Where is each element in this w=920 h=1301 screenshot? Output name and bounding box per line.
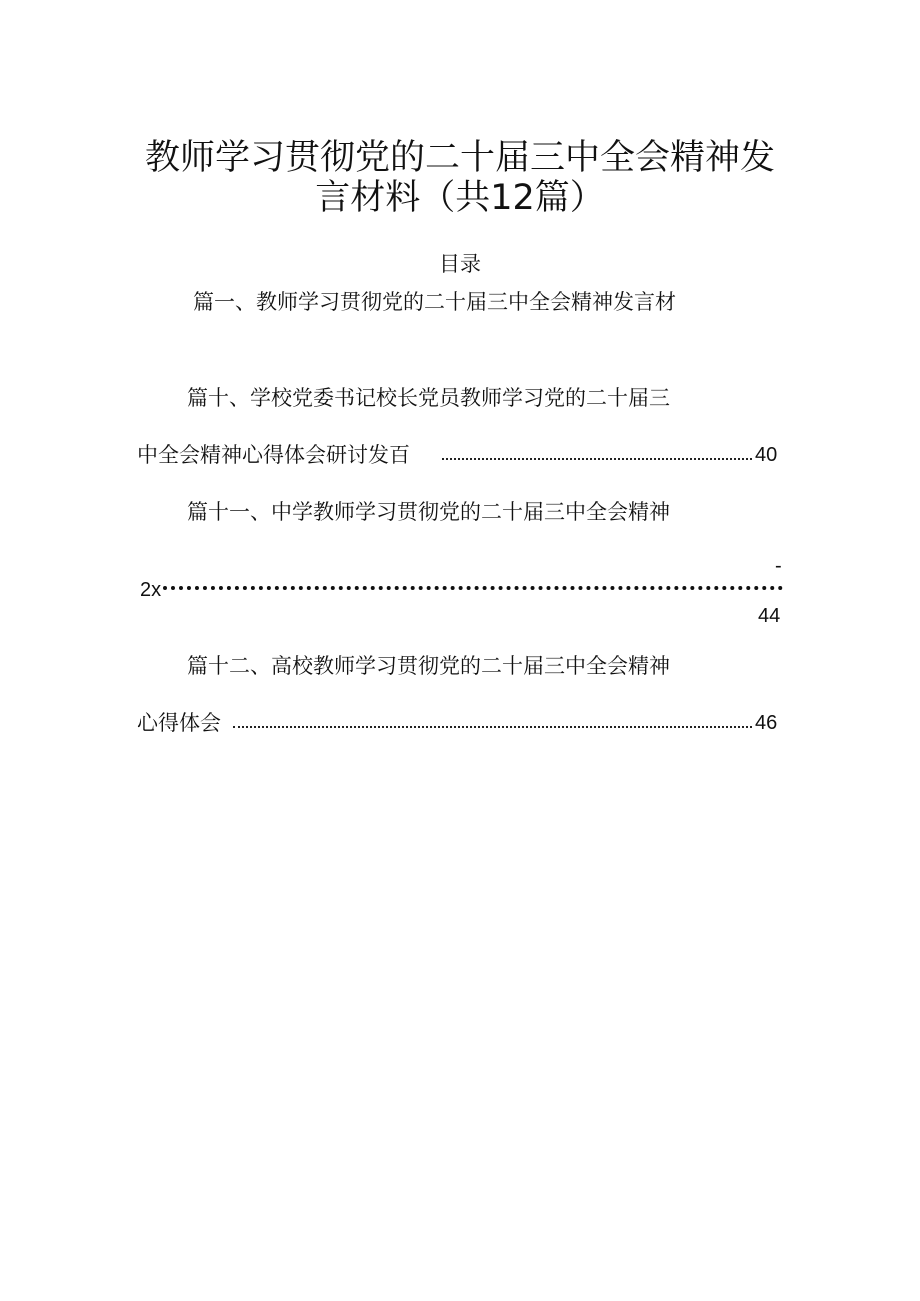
toc-entry-10-line2[interactable]: 中全会精神心得体会研讨发百: [137, 443, 410, 467]
toc-entry-12-line1[interactable]: 篇十二、高校教师学习贯彻党的二十届三中全会精神: [187, 654, 670, 678]
toc-entry-10-page[interactable]: 40: [755, 444, 778, 466]
toc-entry-11-page[interactable]: 44: [758, 605, 781, 627]
toc-heading: 目录: [439, 252, 481, 276]
toc-entry-12-page[interactable]: 46: [755, 712, 778, 734]
toc-entry-11-line1[interactable]: 篇十一、中学教师学习贯彻党的二十届三中全会精神: [187, 500, 670, 524]
toc-entry-1[interactable]: 篇一、教师学习贯彻党的二十届三中全会精神发言材: [193, 290, 676, 314]
toc-leader-dots: [442, 458, 752, 460]
document-title-line1: 教师学习贯彻党的二十届三中全会精神发: [144, 138, 775, 178]
toc-entry-10-line1[interactable]: 篇十、学校党委书记校长党员教师学习党的二十届三: [187, 386, 670, 410]
toc-entry-12-line2[interactable]: 心得体会: [137, 711, 221, 735]
toc-leader-dots: [233, 726, 752, 728]
document-title-line2: 言材料（共12篇）: [315, 178, 605, 218]
toc-entry-11-dash: -: [775, 555, 782, 577]
toc-leader-dots: [163, 586, 783, 590]
toc-entry-11-prefix[interactable]: 2x: [140, 579, 162, 601]
